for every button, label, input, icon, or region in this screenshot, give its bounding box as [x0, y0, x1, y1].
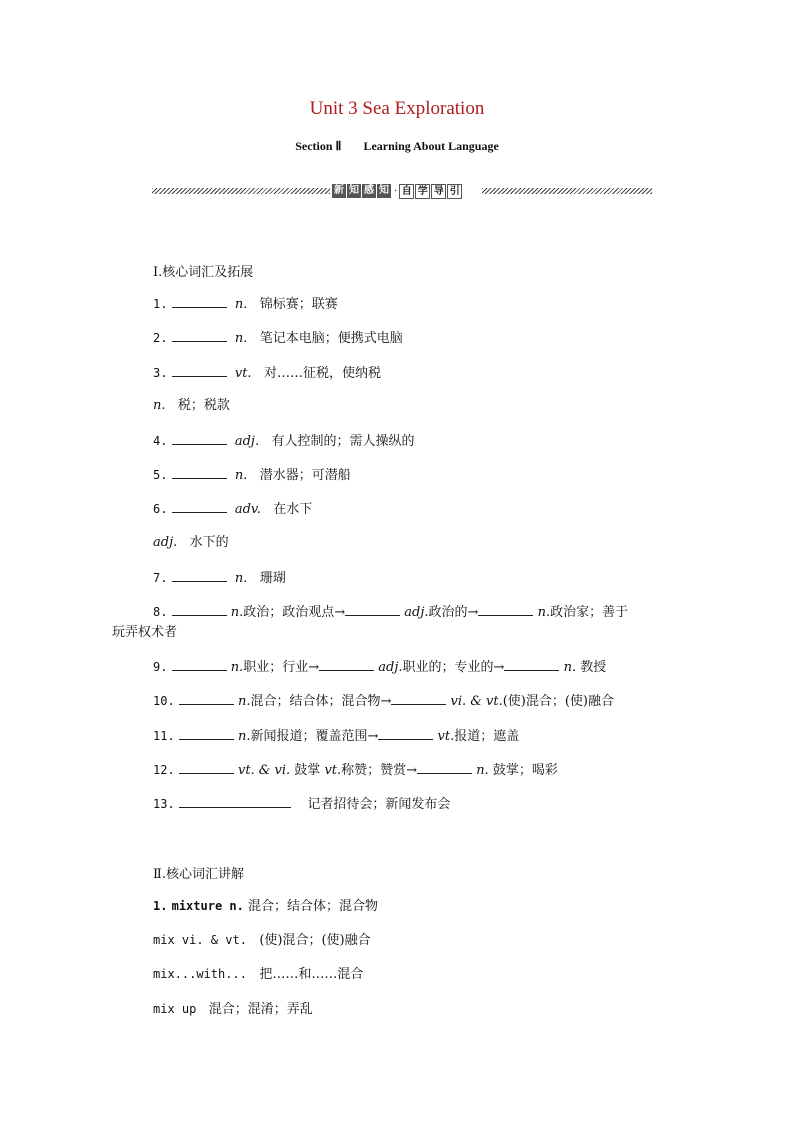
answer-blank[interactable]: [504, 658, 559, 671]
answer-blank[interactable]: [179, 761, 234, 774]
part1-heading: Ⅰ.核心词汇及拓展: [153, 265, 254, 280]
section-banner: [152, 183, 652, 199]
explanation-line: mix vi. & vt. (使)混合；(使)融合: [153, 933, 371, 948]
banner-hatch-left: [152, 188, 330, 194]
banner-tag: 知: [349, 185, 359, 196]
part2-heading: Ⅱ.核心词汇讲解: [153, 867, 244, 882]
answer-blank[interactable]: [172, 364, 227, 377]
banner-tag: 感: [364, 185, 374, 196]
answer-blank[interactable]: [478, 603, 533, 616]
banner-dot: ·: [394, 185, 398, 197]
banner-tag: 导: [431, 184, 446, 199]
vocab-item: 12. vt. & vi. 鼓掌 vt.称赞；赞赏→ n. 鼓掌；喝彩: [153, 763, 558, 778]
banner-tags: [332, 183, 463, 199]
section-title: Learning About Language: [363, 139, 499, 153]
answer-blank[interactable]: [179, 795, 291, 808]
answer-blank[interactable]: [378, 727, 433, 740]
banner-hatch-right: [482, 188, 652, 194]
vocab-item: 8. n.政治；政治观点→ adj.政治的→ n.政治家；善于: [153, 605, 629, 620]
banner-tag: 新: [334, 185, 344, 196]
vocab-item: 1. n. 锦标赛；联赛: [153, 297, 338, 312]
explanation-line: mix...with... 把……和……混合: [153, 967, 364, 982]
answer-blank[interactable]: [172, 603, 227, 616]
answer-blank[interactable]: [172, 466, 227, 479]
answer-blank[interactable]: [172, 432, 227, 445]
section-subtitle: [0, 139, 794, 154]
explanation-item: 1. mixture n. 混合；结合体；混合物: [153, 899, 378, 914]
vocab-item-continuation: 玩弄权术者: [112, 625, 178, 640]
vocab-item: 13. 记者招待会；新闻发布会: [153, 797, 451, 812]
vocab-item: 9. n.职业；行业→ adj.职业的；专业的→ n. 教授: [153, 660, 607, 675]
vocab-subitem: adj. 水下的: [153, 535, 229, 550]
vocab-item: 4. adj. 有人控制的；需人操纵的: [153, 434, 415, 449]
vocab-item: 7. n. 珊瑚: [153, 571, 286, 586]
vocab-item: 2. n. 笔记本电脑；便携式电脑: [153, 331, 403, 346]
vocab-subitem: n. 税；税款: [153, 398, 230, 413]
answer-blank[interactable]: [172, 329, 227, 342]
answer-blank[interactable]: [172, 500, 227, 513]
answer-blank[interactable]: [319, 658, 374, 671]
answer-blank[interactable]: [391, 692, 446, 705]
answer-blank[interactable]: [172, 295, 227, 308]
vocab-item: 11. n.新闻报道；覆盖范围→ vt.报道；遮盖: [153, 729, 520, 744]
answer-blank[interactable]: [417, 761, 472, 774]
vocab-item: 3. vt. 对……征税，使纳税: [153, 366, 381, 381]
banner-tag: 知: [379, 185, 389, 196]
section-number: Section Ⅱ: [295, 139, 342, 153]
answer-blank[interactable]: [172, 658, 227, 671]
banner-tag: 自: [399, 184, 414, 199]
vocab-item: 10. n.混合；结合体；混合物→ vi. & vt.(使)混合；(使)融合: [153, 694, 614, 709]
vocab-item: 5. n. 潜水器；可潜船: [153, 468, 351, 483]
banner-tag: 学: [415, 184, 430, 199]
document-title: Unit 3 Sea Exploration: [309, 98, 485, 119]
banner-tag: 引: [447, 184, 462, 199]
answer-blank[interactable]: [172, 569, 227, 582]
explanation-line: mix up 混合；混淆；弄乱: [153, 1002, 313, 1017]
vocab-item: 6. adv. 在水下: [153, 502, 313, 517]
answer-blank[interactable]: [179, 692, 234, 705]
answer-blank[interactable]: [345, 603, 400, 616]
answer-blank[interactable]: [179, 727, 234, 740]
